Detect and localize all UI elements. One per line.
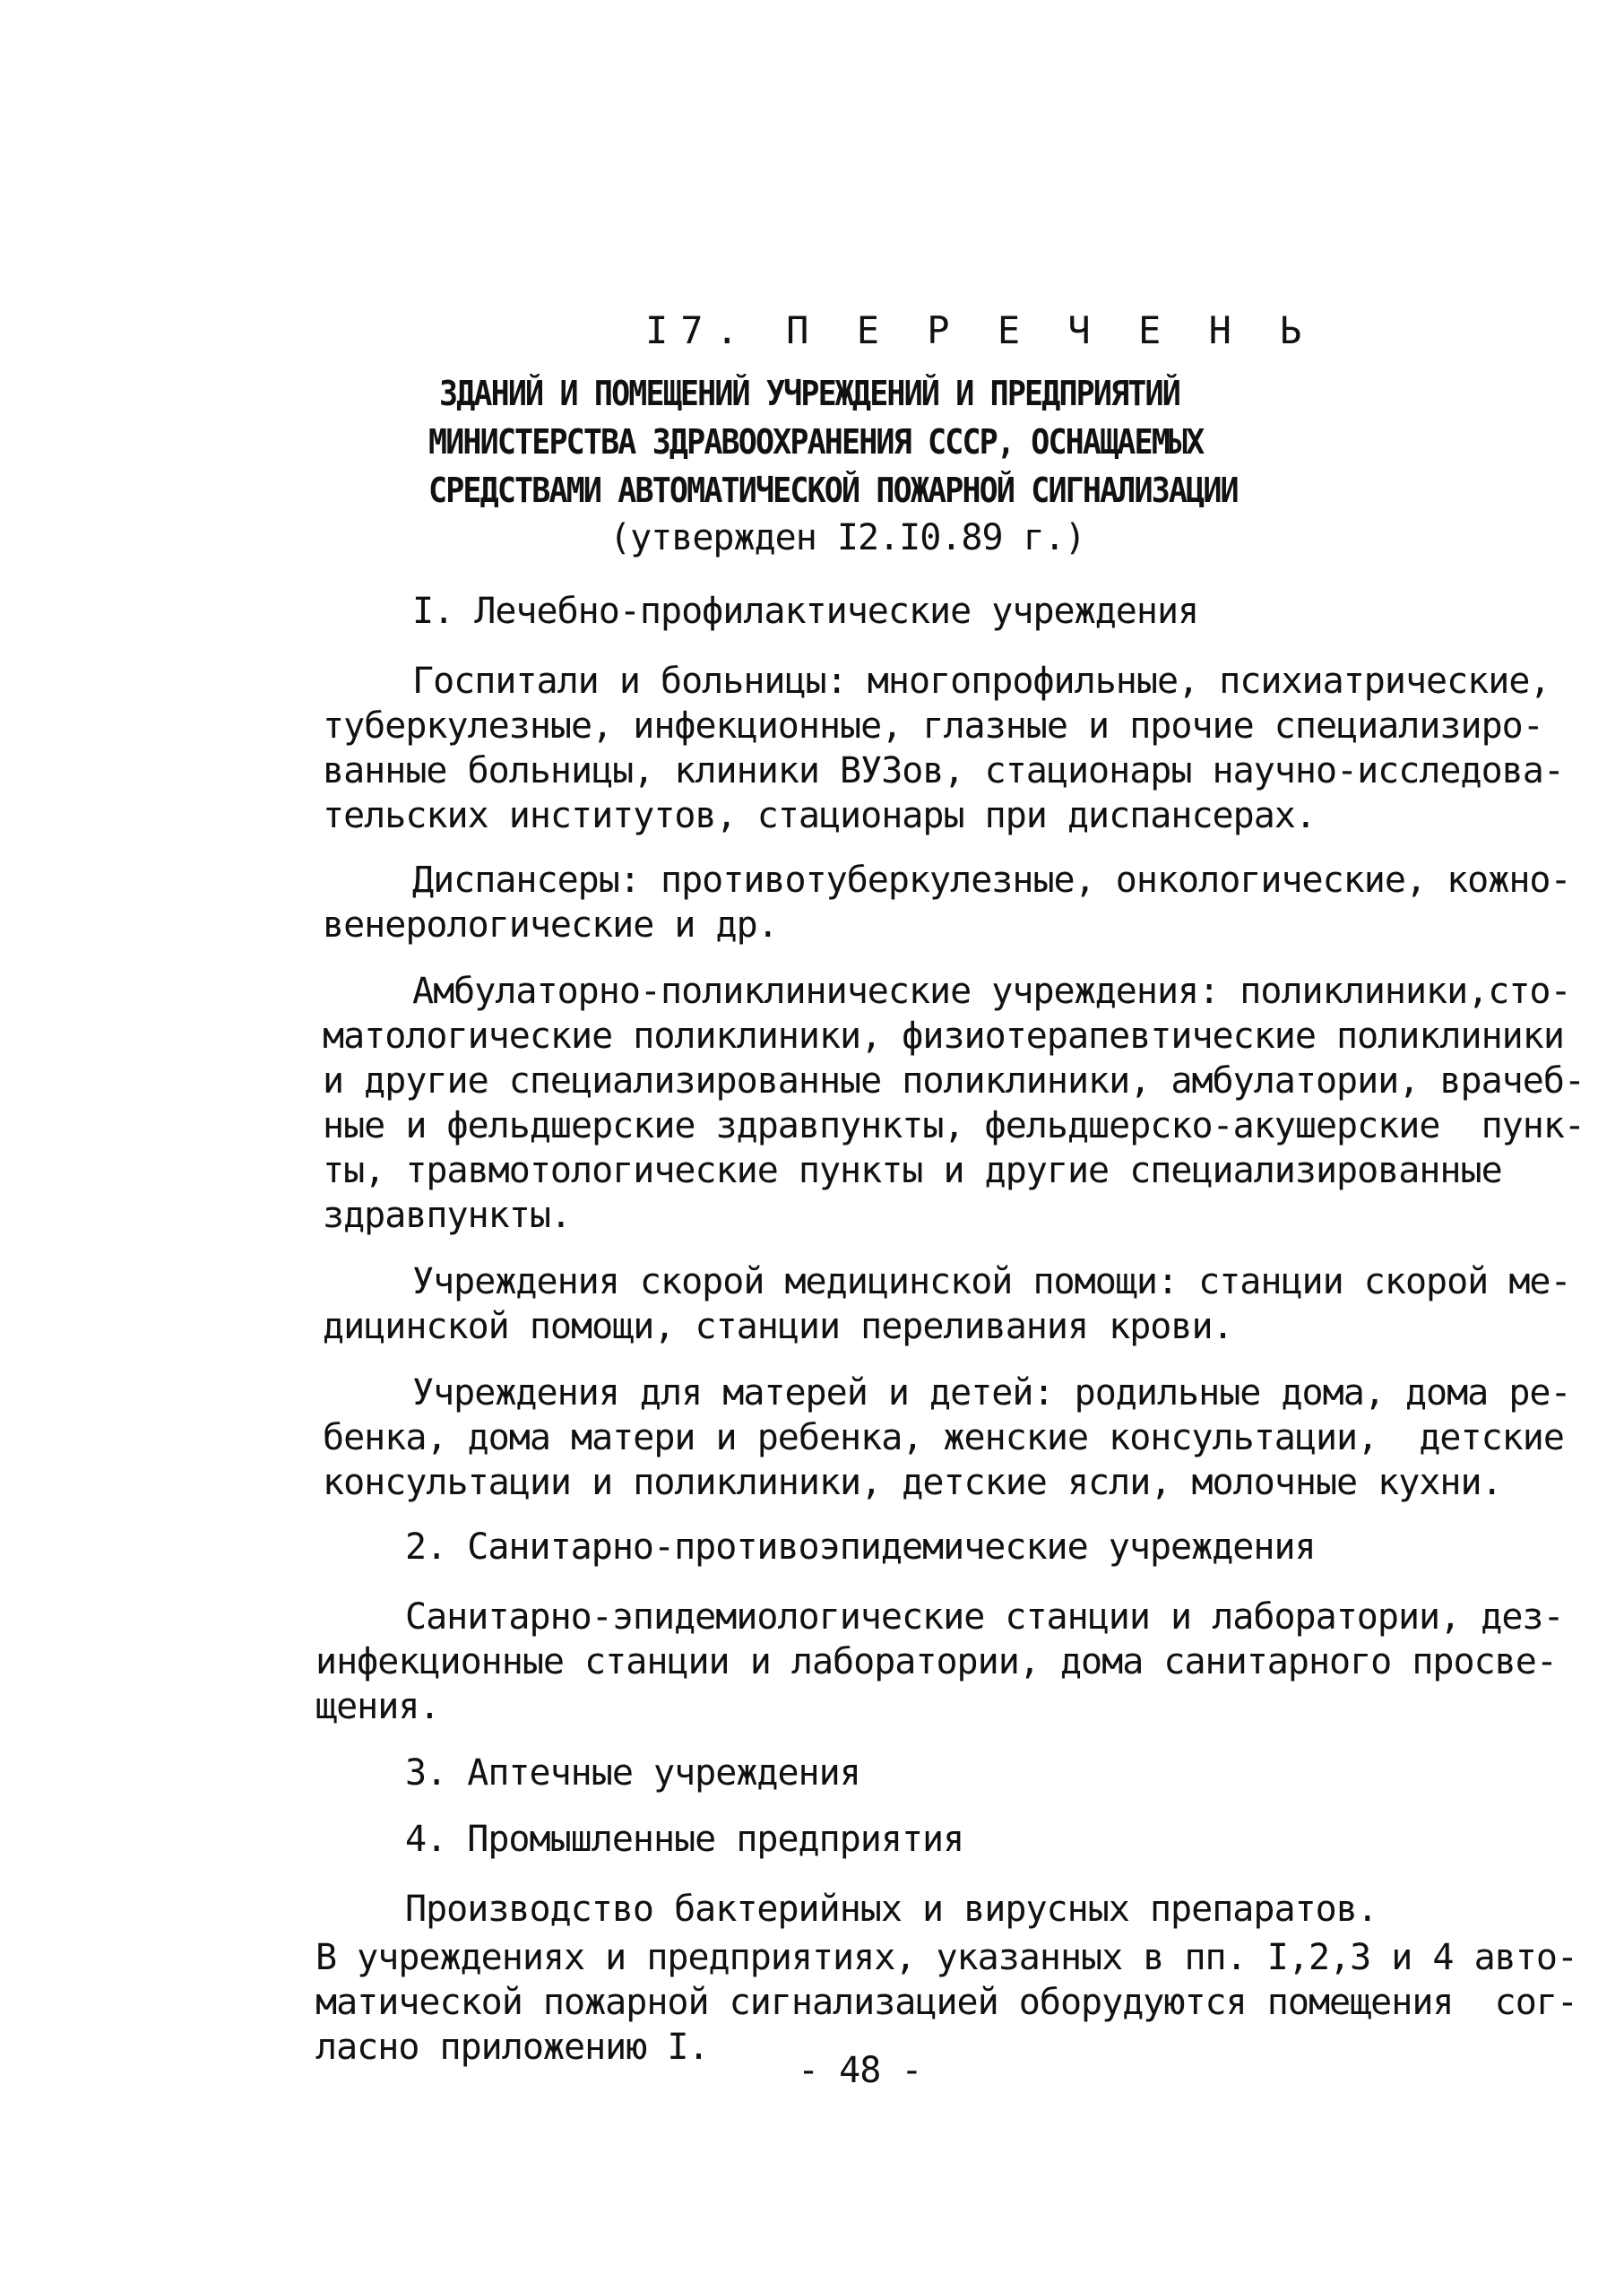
body-line: Диспансеры: противотуберкулезные, онкологические, кожно- [412, 860, 1571, 901]
body-line: дицинской помощи, станции переливания крови. [323, 1306, 1233, 1347]
closing-note-line: В учреждениях и предприятиях, указанных в пп. I,2,3 и 4 авто- [315, 1937, 1578, 1978]
body-line: венерологические и др. [323, 904, 778, 946]
body-line: Производство бактерийных и вирусных препаратов. [405, 1889, 1378, 1930]
subtitle-line-2: МИНИСТЕРСТВА ЗДРАВООХРАНЕНИЯ СССР, ОСНАЩАЕМЫХ [428, 422, 1204, 462]
body-line: Учреждения для матерей и детей: родильные дома, дома ре- [412, 1372, 1571, 1414]
section-4-heading: 4. Промышленные предприятия [405, 1819, 964, 1860]
page-number: - 48 - [798, 2050, 922, 2091]
body-line: тельских институтов, стационары при диспансерах. [323, 795, 1316, 836]
body-line: ванные больницы, клиники ВУЗов, стационары научно-исследова- [323, 750, 1564, 791]
body-line: щения. [315, 1686, 440, 1727]
body-line: Госпитали и больницы: многопрофильные, психиатрические, [412, 661, 1551, 702]
section-3-heading: 3. Аптечные учреждения [405, 1752, 860, 1794]
body-line: Учреждения скорой медицинской помощи: станции скорой ме- [412, 1261, 1571, 1302]
body-line: бенка, дома матери и ребенка, женские консультации, детские [323, 1417, 1564, 1458]
body-line: и другие специализированные поликлиники, амбулатории, врачеб- [323, 1060, 1585, 1102]
body-line: ты, травмотологические пункты и другие специализированные [323, 1150, 1502, 1191]
body-line: консультации и поликлиники, детские ясли, молочные кухни. [323, 1462, 1502, 1503]
body-line: ные и фельдшерские здравпункты, фельдшерско-акушерские пунк- [323, 1105, 1585, 1146]
section-2-heading: 2. Санитарно-противоэпидемические учреждения [405, 1526, 1316, 1568]
section-1-heading: I. Лечебно-профилактические учреждения [412, 591, 1199, 632]
subtitle-line-3: СРЕДСТВАМИ АВТОМАТИЧЕСКОЙ ПОЖАРНОЙ СИГНАЛИЗАЦИИ [428, 471, 1238, 510]
document-title: I7. П Е Р Е Ч Е Н Ь [645, 308, 1315, 352]
body-line: Амбулаторно-поликлинические учреждения: поликлиники,сто- [412, 971, 1571, 1012]
body-line: здравпункты. [323, 1195, 571, 1236]
body-line: инфекционные станции и лаборатории, дома санитарного просве- [315, 1641, 1557, 1682]
body-line: матологические поликлиники, физиотерапевтические поликлиники [323, 1016, 1564, 1057]
closing-note-line: матической пожарной сигнализацией оборудуются помещения сог- [315, 1982, 1578, 2023]
approval-date: (утвержден I2.I0.89 г.) [609, 517, 1085, 558]
body-line: туберкулезные, инфекционные, глазные и прочие специализиро- [323, 705, 1543, 747]
subtitle-line-1: ЗДАНИЙ И ПОМЕЩЕНИЙ УЧРЕЖДЕНИЙ И ПРЕДПРИЯТИЙ [439, 374, 1179, 413]
closing-note-line: ласно приложению I. [315, 2027, 709, 2068]
body-line: Санитарно-эпидемиологические станции и лаборатории, дез- [405, 1596, 1564, 1638]
